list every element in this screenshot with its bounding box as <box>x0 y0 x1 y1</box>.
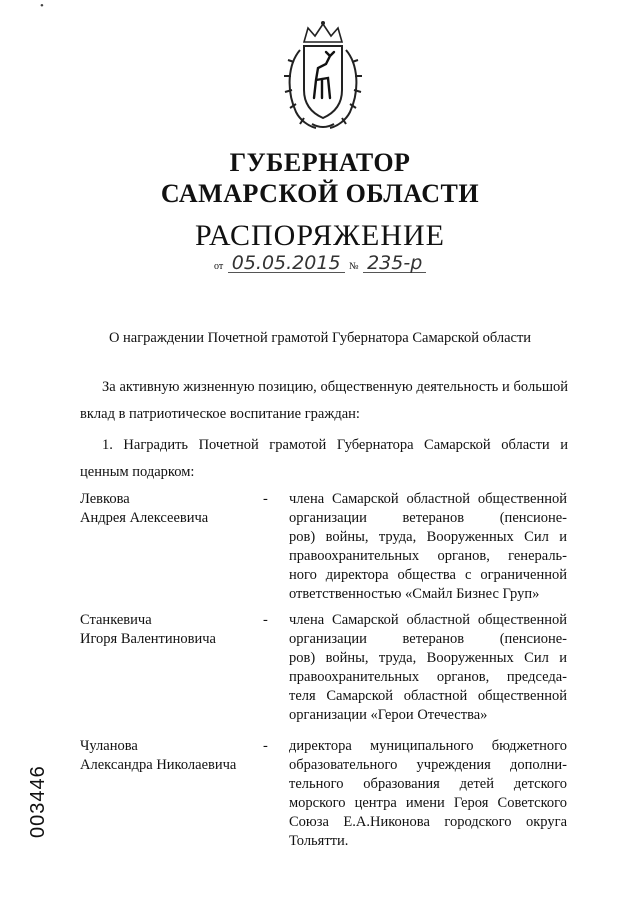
awardee-1-name <box>80 490 208 528</box>
number-value: 235-р <box>363 254 426 273</box>
description-line: правоохранительных органов, генераль- <box>289 548 567 564</box>
awardee-surname: Левкова <box>80 491 130 507</box>
number-label: № <box>349 261 359 272</box>
document-type: РАСПОРЯЖЕНИЕ <box>194 219 446 252</box>
side-serial-number: 003446 <box>27 765 49 838</box>
description-line: теля Самарской областной общественной <box>289 688 567 704</box>
description-line: Союза Е.А.Никонова городского округа <box>289 814 567 830</box>
awardee-surname: Чуланова <box>80 738 138 754</box>
clause-1: 1. Наградить Почетной грамотой Губернатора Самарской области и ценным подарком: <box>80 437 568 480</box>
description-line: ответственностью «Смайл Бизнес Груп» <box>289 586 540 602</box>
awardee-1-dash: - <box>263 491 268 507</box>
description-line: ров) войны, труда, Вооруженных Сил и <box>289 650 567 666</box>
description-line: члена Самарской областной общественной организации ветеранов (пенсионе- <box>289 491 567 526</box>
awardee-given-names: Александра Николаевича <box>80 757 237 773</box>
date-value: 05.05.2015 <box>228 254 345 273</box>
awardee-given-names: Игоря Валентиновича <box>80 631 216 647</box>
description-line: члена Самарской областной общественной организации ветеранов (пенсионе- <box>289 612 567 647</box>
awardee-given-names: Андрея Алексеевича <box>80 510 209 526</box>
description-line: организации «Герои Отечества» <box>289 707 488 723</box>
intro-paragraph: За активную жизненную позицию, общественную деятельность и большой вклад в патриотическое воспитание граждан: <box>80 379 568 422</box>
corner-mark: • <box>40 0 44 12</box>
awardee-surname: Станкевича <box>80 612 152 628</box>
awardee-1-description <box>289 490 567 604</box>
document-subject: О награждении Почетной грамотой Губернатора Самарской области <box>108 330 532 346</box>
description-line: тельного образования детей детского <box>289 776 567 792</box>
title-governor: ГУБЕРНАТОР <box>229 148 411 177</box>
description-line: образовательного учреждения дополни- <box>289 757 567 773</box>
description-line: правоохранительных органов, председа- <box>289 669 567 685</box>
awardee-3-description <box>289 737 567 851</box>
description-line: ров) войны, труда, Вооруженных Сил и <box>289 529 567 545</box>
awardee-2-name <box>80 611 216 649</box>
awardee-2-description <box>289 611 567 725</box>
description-line: директора муниципального бюджетного <box>289 738 567 754</box>
coat-of-arms-emblem <box>282 20 364 132</box>
description-line: ного директора общества с ограниченной <box>289 567 567 583</box>
description-line: морского центра имени Героя Советского <box>289 795 567 811</box>
date-number-line <box>212 254 426 273</box>
awardee-2-dash: - <box>263 612 268 628</box>
awardee-3-dash: - <box>263 738 268 754</box>
description-line: Тольятти. <box>289 833 349 849</box>
awardee-3-name <box>80 737 236 775</box>
title-region: САМАРСКОЙ ОБЛАСТИ <box>160 179 480 208</box>
date-label: от <box>214 261 224 272</box>
